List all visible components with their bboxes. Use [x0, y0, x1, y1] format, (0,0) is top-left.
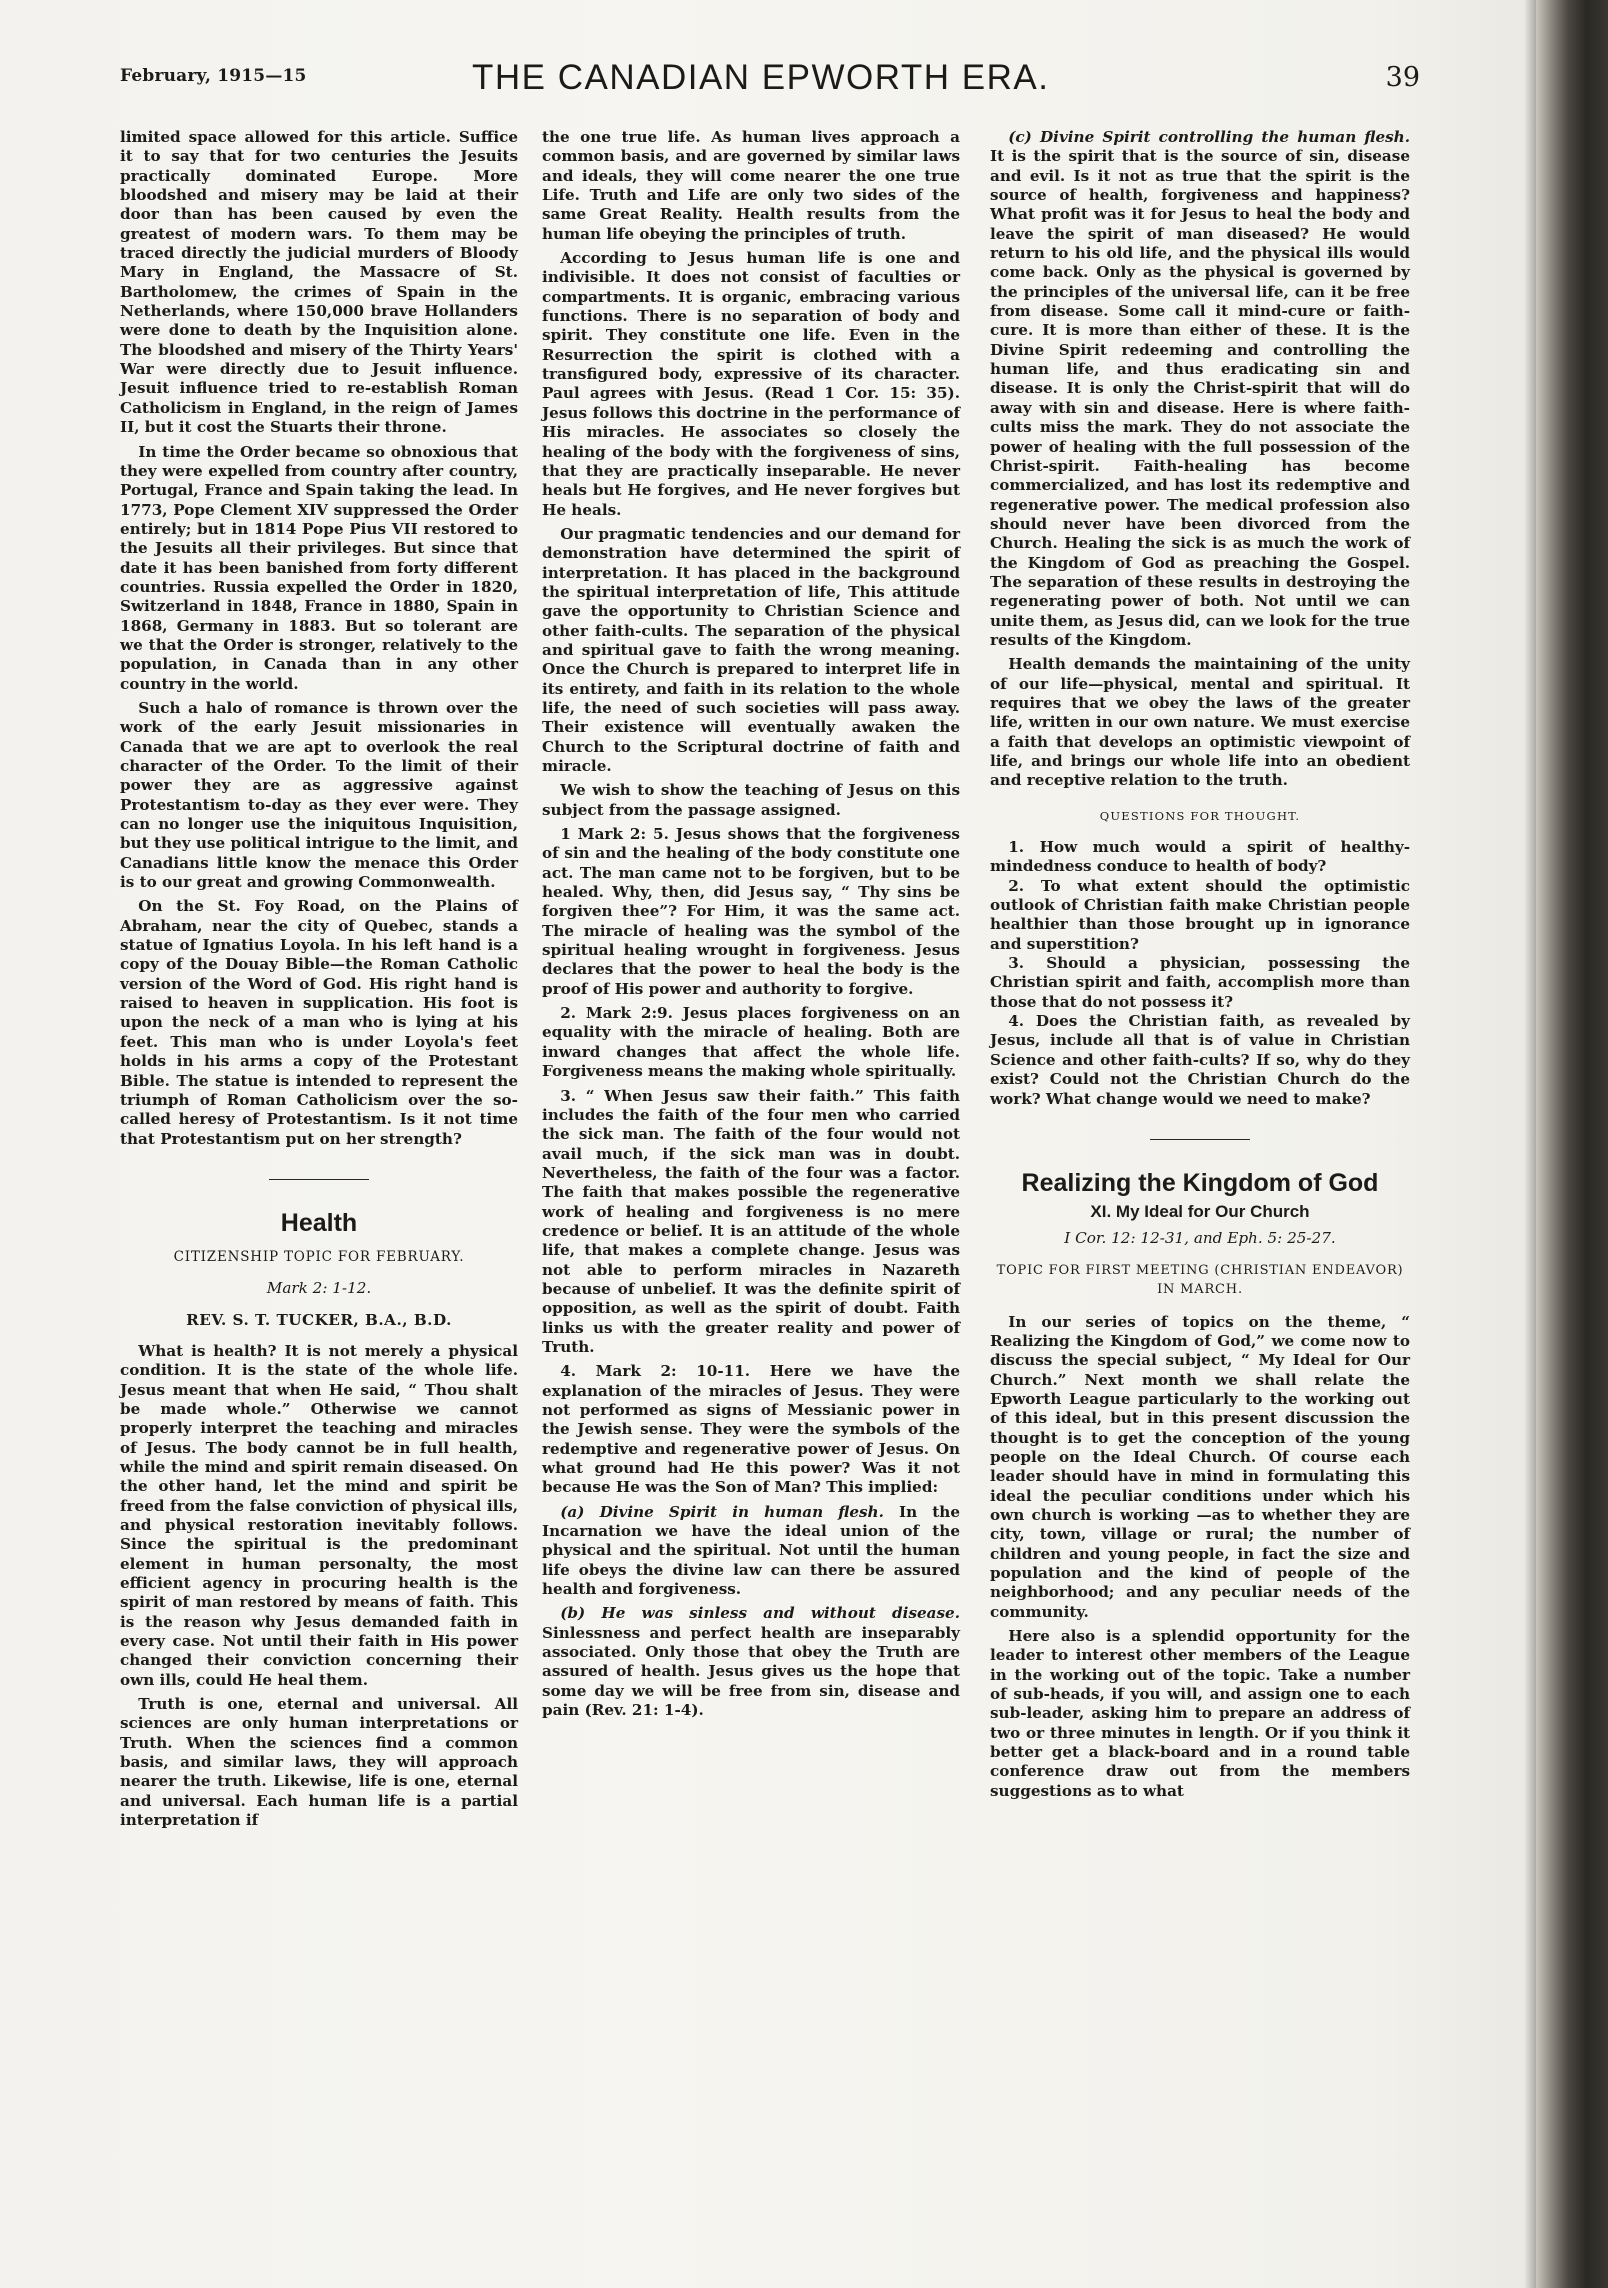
paragraph: the one true life. As human lives approach a common basis, and are governed by similar laws and ideals, they will come nearer the one true Life. Truth and Life are only two sides of the same Great Reality. Health results from the human life obeying the principles of truth. — [542, 128, 960, 243]
paragraph: Health demands the maintaining of the unity of our life—physical, mental and spiritual. It requires that we obey the laws of the greater life, written in our own nature. We must exercise a faith that develops an optimistic viewpoint of life, and brings our whole life into an obedient and receptive relation to the truth. — [990, 655, 1410, 790]
article-subheading: CITIZENSHIP TOPIC FOR FEBRUARY. — [173, 1248, 465, 1265]
scripture-reference: Mark 2: 1-12. — [266, 1279, 372, 1298]
publication-title: THE CANADIAN EPWORTH ERA. — [472, 58, 1050, 97]
page-number: 39 — [1385, 62, 1420, 93]
column-2 — [542, 128, 960, 1721]
paragraph: We wish to show the teaching of Jesus on this subject from the passage assigned. — [542, 781, 960, 819]
topic-note: TOPIC FOR FIRST MEETING (CHRISTIAN ENDEAVOR) IN MARCH. — [996, 1262, 1404, 1297]
section-divider — [1150, 1139, 1250, 1140]
page-gutter-shadow — [1524, 0, 1536, 2288]
paragraph: Our pragmatic tendencies and our demand for demonstration have determined the spirit of interpretation. It has placed in the background the spiritual interpretation of life, This attitude gave the opportunity to Christian Science and other faith-cults. The separation of the physical and spiritual gave to faith the wrong meaning. Once the Church is prepared to interpret life in its entirety, and faith in its relation to the whole life, the need of such societies will pass away. Their existence will eventually awaken the Church to the Scriptural doctrine of faith and miracle. — [542, 524, 960, 775]
paragraph: Here also is a splendid opportunity for the leader to interest other members of the League in the working out of the topic. Take a number of sub-heads, if you will, and assign one to each sub-leader, asking him to prepare an address of two or three minutes in length. Or if you think it better get a black-board and in a round table conference draw out from the members suggestions as to what — [990, 1627, 1410, 1800]
point-text: In the Incarnation we have the ideal union of the physical and the spiritual. Not until the human life obeys the divine law can there be assured health and forgiveness. — [542, 1502, 960, 1599]
question-item: 1. How much would a spirit of healthy-mindedness conduce to health of body? — [990, 838, 1410, 876]
paragraph: 2. Mark 2:9. Jesus places forgiveness on an equality with the miracle of healing. Both are inward changes that affect the whole life. Forgiveness means the making whole spiritually. — [542, 1004, 960, 1081]
paragraph: Truth is one, eternal and universal. All sciences are only human interpretations or Truth. When the sciences find a common basis, and similar laws, they will approach nearer the truth. Likewise, life is one, eternal and universal. Each human life is a partial interpretation if — [120, 1695, 518, 1830]
question-item: 2. To what extent should the optimistic outlook of Christian faith make Christian people healthier than those brought up in ignorance and superstition? — [990, 876, 1410, 953]
issue-date: February, 1915—15 — [120, 66, 307, 86]
article-heading-kingdom: Realizing the Kingdom of God — [1021, 1168, 1379, 1197]
point-label: (b) He was sinless and without disease. — [560, 1604, 960, 1623]
paragraph: According to Jesus human life is one and indivisible. It does not consist of faculties or compartments. It is organic, embracing various functions. There is no separation of body and spirit. They constitute one life. Even in the Resurrection the spirit is clothed with a transfigured body, expressive of its character. Paul agrees with Jesus. (Read 1 Cor. 15: 35). Jesus follows this doctrine in the performance of His miracles. He associates so closely the healing of the body with the forgiveness of sins, that they are practically inseparable. He never heals but He forgives, and He never forgives but He heals. — [542, 249, 960, 519]
question-item: 4. Does the Christian faith, as revealed by Jesus, include all that is of value in Christian Science and other faith-cults? If so, why do they exist? Could not the Christian Church do the work? What change would we need to make? — [990, 1012, 1410, 1108]
question-item: 3. Should a physician, possessing the Christian spirit and faith, accomplish more than those that do not possess it? — [990, 954, 1410, 1011]
point-label: (a) Divine Spirit in human flesh. — [560, 1502, 884, 1521]
paragraph — [542, 1503, 960, 1600]
article-author: REV. S. T. TUCKER, B.A., B.D. — [186, 1310, 452, 1329]
section-divider — [269, 1179, 369, 1180]
column-1 — [120, 128, 518, 1831]
column-3 — [990, 128, 1410, 1801]
scripture-reference: I Cor. 12: 12-31, and Eph. 5: 25-27. — [1064, 1229, 1336, 1248]
point-label: (c) Divine Spirit controlling the human flesh. — [1008, 128, 1410, 146]
paragraph: Such a halo of romance is thrown over the work of the early Jesuit missionaries in Canada that we are apt to overlook the real character of the Order. To the limit of their power they are as aggressive against Protestantism to-day as they ever were. They can no longer use the iniquitous Inquisition, but they use political intrigue to the limit, and Canadians little know the menace this Order is to our great and growing Commonwealth. — [120, 698, 518, 892]
book-spine — [1536, 0, 1608, 2288]
paragraph — [990, 128, 1410, 650]
paragraph: On the St. Foy Road, on the Plains of Abraham, near the city of Quebec, stands a statue of Ignatius Loyola. In his left hand is a copy of the Douay Bible—the Roman Catholic version of the Word of God. His right hand is raised to heaven in supplication. His foot is upon the neck of a man who is lying at his feet. This man who is under Loyola's feet holds in his arms a copy of the Protestant Bible. The statue is intended to represent the triumph of Roman Catholicism over the so-called heresy of Protestantism. Is it not time that Protestantism put on her strength? — [120, 897, 518, 1148]
point-text: It is the spirit that is the source of sin, disease and evil. Is it not as true that the spirit is the source of health, forgiveness and happiness? What profit was it for Jesus to heal the body and leave the spirit of man diseased? He would return to his old life, and the physical ills would come back. Only as the physical is governed by the principles of the universal life, can it be free from disease. Some call it mind-cure or faith-cure. It is more than either of these. It is the Divine Spirit redeeming and controlling the human life, and thus eradicating sin and disease. It is only the Christ-spirit that will do away with sin and disease. Here is where faith-cults miss the mark. They do not associate the power of healing with the full possession of the Christ-spirit. Faith-healing has become commercialized, and has lost its redemptive and regenerative power. The medical profession also should never have been divorced from the Church. Healing the sick is as much the work of the Kingdom of God as preaching the Gospel. The separation of these results in destroying the regenerating power of both. Not until we can unite them, as Jesus did, can we look for the true results of the Kingdom. — [990, 147, 1410, 649]
paragraph: 1 Mark 2: 5. Jesus shows that the forgiveness of sin and the healing of the body constitute one act. The man came not to be forgiven, but to be healed. Why, then, did Jesus say, “ Thy sins be forgiven thee”? For Him, it was the same act. The miracle of healing was the symbol of the spiritual healing wrought in forgiveness. Jesus declares that the power to heal the body is the proof of His power and authority to forgive. — [542, 825, 960, 998]
paragraph: limited space allowed for this article. Suffice it to say that for two centuries the Jesuits practically dominated Europe. More bloodshed and misery may be laid at their door than has been caused by even the greatest of modern wars. To them may be traced directly the judicial murders of Bloody Mary in England, the Massacre of St. Bartholomew, the crimes of Spain in the Netherlands, where 150,000 brave Hollanders were done to death by the Inquisition alone. The bloodshed and misery of the Thirty Years' War were directly due to Jesuit influence. Jesuit influence tried to re-establish Roman Catholicism in England, in the reign of James II, but it cost the Stuarts their throne. — [120, 128, 518, 437]
page-header — [120, 58, 1420, 108]
paragraph: In time the Order became so obnoxious that they were expelled from country after country, Portugal, France and Spain taking the lead. In 1773, Pope Clement XIV suppressed the Order entirely; but in 1814 Pope Pius VII restored to the Jesuits all their privileges. But since that date it has been banished from forty different countries. Russia expelled the Order in 1820, Switzerland in 1848, France in 1880, Spain in 1868, Germany in 1883. But so tolerant are we that the Order is stronger, relatively to the population, in Canada than in any other country in the world. — [120, 442, 518, 693]
paragraph: 3. “ When Jesus saw their faith.” This faith includes the faith of the four men who carried the sick man. The faith of the four would not avail much, if the sick man was in doubt. Nevertheless, the faith of the four was a factor. The faith that makes possible the regenerative work of healing and forgiveness is no mere credence or belief. It is an attitude of the whole life, that makes a complete change. Jesus was not able to perform miracles in Nazareth because of unbelief. It was the definite spirit of opposition, as well as the spirit of doubt. Faith links us with the greater reality and power of Truth. — [542, 1086, 960, 1356]
paragraph: 4. Mark 2: 10-11. Here we have the explanation of the miracles of Jesus. They were not performed as signs of Messianic power in the Jewish sense. They were the symbols of the redemptive and regenerative power of Jesus. On what ground had He this power? Was it not because He was the Son of Man? This implied: — [542, 1362, 960, 1497]
paragraph — [542, 1604, 960, 1720]
article-heading-health: Health — [280, 1208, 358, 1237]
article-subheading: XI. My Ideal for Our Church — [1090, 1201, 1310, 1221]
questions-heading: QUESTIONS FOR THOUGHT. — [1099, 808, 1301, 823]
paragraph: In our series of topics on the theme, “ Realizing the Kingdom of God,” we come now to discuss the special subject, “ My Ideal for Our Church.” Next month we shall relate the Epworth League particularly to the working out of this ideal, but in this present discussion the thought is to get the conception of the young people on the Ideal Church. Of course each leader should have in mind in formulating this ideal the peculiar conditions under which his own church is working —as to whether they are city, town, village or rural; the number of children and young people, in fact the size and population and the kind of people of the neighborhood; and any peculiar needs of the community. — [990, 1312, 1410, 1621]
paragraph: What is health? It is not merely a physical condition. It is the state of the whole life. Jesus meant that when He said, “ Thou shalt be made whole.” Otherwise we cannot properly interpret the teaching and miracles of Jesus. The body cannot be in full health, while the mind and spirit remain diseased. On the other hand, let the mind and spirit be freed from the false conviction of physical ills, and physical restoration inevitably follows. Since the spiritual is the predominant element in human personalty, the most efficient agency in procuring health is the spirit of man restored by means of faith. This is the reason why Jesus demanded faith in every case. Not until their faith in His power changed their conviction concerning their own ills, could He heal them. — [120, 1341, 518, 1689]
point-text: Sinlessness and perfect health are inseparably associated. Only those that obey the Truth are assured of health. Jesus gives us the hope that some day we will be free from sin, disease and pain (Rev. 21: 1-4). — [542, 1623, 960, 1720]
